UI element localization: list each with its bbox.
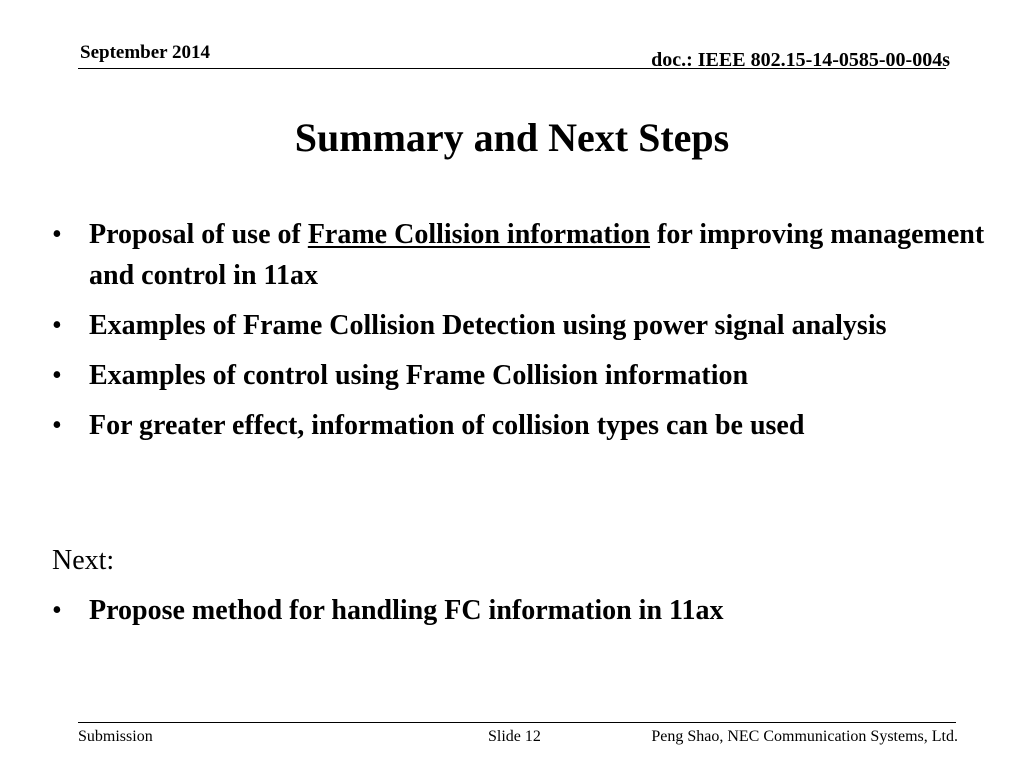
- footer-divider: [78, 722, 956, 723]
- summary-bullet-4: [52, 405, 1002, 446]
- bullet-text: For greater effect, information of collision types can be used: [89, 410, 805, 441]
- summary-bullet-list: [52, 214, 1002, 455]
- bullet-text: Examples of control using Frame Collision information: [89, 360, 749, 391]
- next-bullet-1: [52, 590, 1002, 631]
- summary-bullet-1: [52, 214, 1002, 296]
- header-divider: [78, 68, 946, 69]
- summary-bullet-3: [52, 355, 1002, 396]
- bullet-icon: •: [52, 410, 62, 441]
- footer-author: Peng Shao, NEC Communication Systems, Ltd.: [651, 728, 958, 745]
- next-bullet-list: [52, 590, 1002, 640]
- footer-slide-number: Slide 12: [488, 728, 541, 745]
- bullet-icon: •: [52, 360, 62, 391]
- slide-title: Summary and Next Steps: [294, 115, 730, 160]
- bullet-text-post: for improving management and control in 11ax: [89, 219, 985, 291]
- bullet-icon: •: [52, 595, 62, 626]
- bullet-text: Examples of Frame Collision Detection using power signal analysis: [89, 310, 887, 341]
- bullet-text: Propose method for handling FC information in 11ax: [89, 595, 724, 626]
- bullet-icon: •: [52, 219, 62, 250]
- header-doc-id: doc.: IEEE 802.15-14-0585-00-004s: [651, 49, 950, 71]
- footer-submission: Submission: [78, 728, 153, 745]
- next-heading: Next:: [52, 545, 115, 576]
- bullet-icon: •: [52, 310, 62, 341]
- summary-bullet-2: [52, 305, 1002, 346]
- frame-collision-information-link: Frame Collision information: [307, 219, 651, 250]
- bullet-text-pre: Proposal of use of: [89, 219, 308, 250]
- header-date: September 2014: [80, 42, 210, 63]
